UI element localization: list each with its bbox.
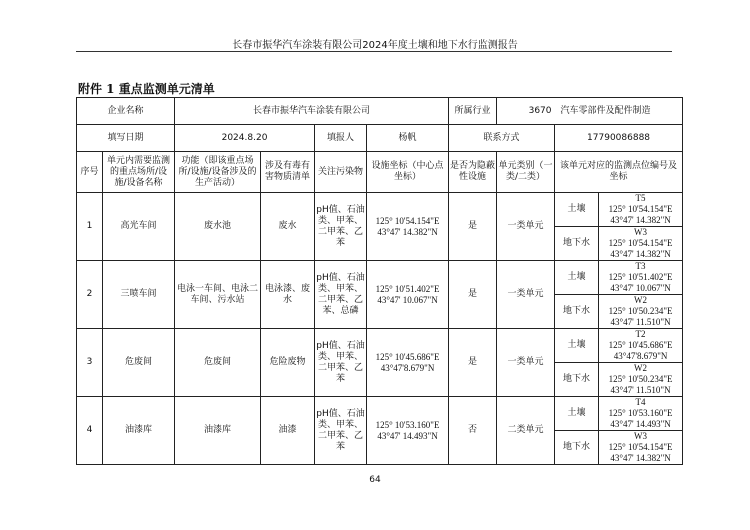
coord-cell: 125° 10'45.686"E 43°47'8.679"N	[367, 329, 449, 397]
category-cell: 一类单元	[497, 193, 555, 261]
col-hidden: 是否为隐蔽性设施	[449, 152, 497, 193]
contact-value: 17790086888	[555, 125, 683, 152]
soil-label: 土壤	[555, 329, 599, 363]
industry-value: 3670 汽车零部件及配件制造	[497, 98, 683, 125]
unit-name-cell: 危废间	[103, 329, 175, 397]
point-lat: 43°47' 11.510"N	[610, 385, 671, 395]
pollutant-cell: pH值、石油类、甲苯、二甲苯、乙苯	[315, 193, 367, 261]
point-lat: 43°47' 14.382"N	[610, 453, 671, 463]
point-id: W2	[634, 363, 648, 373]
company-name: 长春市振华汽车涂装有限公司	[175, 98, 449, 125]
pollutant-cell: pH值、石油类、甲苯、二甲苯、乙苯、总磷	[315, 261, 367, 329]
toxic-cell: 电泳漆、废水	[261, 261, 315, 329]
hidden-cell: 否	[449, 397, 497, 465]
hidden-cell: 是	[449, 329, 497, 397]
toxic-cell: 油漆	[261, 397, 315, 465]
coord-cell: 125° 10'53.160"E 43°47' 14.493"N	[367, 397, 449, 465]
column-header-row	[77, 152, 683, 193]
category-cell: 二类单元	[497, 397, 555, 465]
point-id: W3	[634, 431, 648, 441]
toxic-cell: 废水	[261, 193, 315, 261]
groundwater-point	[599, 431, 683, 465]
point-lat: 43°47'8.679"N	[613, 351, 668, 361]
soil-point	[599, 397, 683, 431]
contact-label: 联系方式	[449, 125, 555, 152]
point-lon: 125° 10'54.154"E	[608, 238, 673, 248]
seq-cell: 3	[77, 329, 103, 397]
groundwater-label: 地下水	[555, 363, 599, 397]
seq-cell: 4	[77, 397, 103, 465]
soil-point	[599, 193, 683, 227]
page-header: 长春市振华汽车涂装有限公司2024年度土壤和地下水行监测报告	[232, 40, 518, 51]
point-lat: 43°47' 14.493"N	[610, 419, 671, 429]
groundwater-label: 地下水	[555, 295, 599, 329]
point-lat: 43°47' 11.510"N	[610, 317, 671, 327]
point-lon: 125° 10'53.160"E	[608, 408, 673, 418]
point-lon: 125° 10'54.154"E	[608, 442, 673, 452]
col-seq: 序号	[77, 152, 103, 193]
unit-name-cell: 油漆库	[103, 397, 175, 465]
col-unit-name: 单元内需要监测的重点场所/设施/设备名称	[103, 152, 175, 193]
page-number: 64	[369, 475, 381, 485]
seq-cell: 1	[77, 193, 103, 261]
function-cell: 油漆库	[175, 397, 261, 465]
coord-cell: 125° 10'51.402"E 43°47' 10.067"N	[367, 261, 449, 329]
table-row	[77, 329, 683, 363]
company-row	[77, 98, 683, 125]
pollutant-cell: pH值、石油类、甲苯、二甲苯、乙苯	[315, 329, 367, 397]
date-value: 2024.8.20	[175, 125, 315, 152]
function-cell: 废水池	[175, 193, 261, 261]
hidden-cell: 是	[449, 193, 497, 261]
unit-name-cell: 高光车间	[103, 193, 175, 261]
category-cell: 一类单元	[497, 329, 555, 397]
point-lon: 125° 10'45.686"E	[608, 340, 673, 350]
fill-info-row	[77, 125, 683, 152]
groundwater-point	[599, 363, 683, 397]
date-label: 填写日期	[77, 125, 175, 152]
point-lon: 125° 10'54.154"E	[608, 204, 673, 214]
point-id: T2	[635, 329, 646, 339]
point-lon: 125° 10'50.234"E	[608, 306, 673, 316]
seq-cell: 2	[77, 261, 103, 329]
toxic-cell: 危险废物	[261, 329, 315, 397]
coord-cell: 125° 10'54.154"E 43°47' 14.382"N	[367, 193, 449, 261]
col-pollutant: 关注污染物	[315, 152, 367, 193]
company-label: 企业名称	[77, 98, 175, 125]
soil-label: 土壤	[555, 193, 599, 227]
unit-name-cell: 三喷车间	[103, 261, 175, 329]
groundwater-label: 地下水	[555, 227, 599, 261]
point-id: T3	[635, 261, 646, 271]
col-coord: 设施坐标（中心点坐标）	[367, 152, 449, 193]
function-cell: 危废间	[175, 329, 261, 397]
industry-label: 所属行业	[449, 98, 497, 125]
table-row	[77, 193, 683, 227]
col-category: 单元类别（一类/二类）	[497, 152, 555, 193]
soil-label: 土壤	[555, 261, 599, 295]
col-points: 该单元对应的监测点位编号及坐标	[555, 152, 683, 193]
soil-point	[599, 261, 683, 295]
table-row	[77, 397, 683, 431]
soil-point	[599, 329, 683, 363]
point-lat: 43°47' 14.382"N	[610, 215, 671, 225]
groundwater-label: 地下水	[555, 431, 599, 465]
groundwater-point	[599, 227, 683, 261]
point-lat: 43°47' 10.067"N	[610, 283, 671, 293]
point-lon: 125° 10'50.234"E	[608, 374, 673, 384]
header-divider	[76, 51, 672, 52]
monitoring-unit-table	[76, 97, 683, 465]
function-cell: 电泳一车间、电泳二车间、污水站	[175, 261, 261, 329]
appendix-title: 附件 1 重点监测单元清单	[78, 82, 215, 96]
point-id: W2	[634, 295, 648, 305]
col-function: 功能（即该重点场所/设施/设备涉及的生产活动）	[175, 152, 261, 193]
point-lon: 125° 10'51.402"E	[608, 272, 673, 282]
point-lat: 43°47' 14.382"N	[610, 249, 671, 259]
reporter-value: 杨帆	[367, 125, 449, 152]
col-toxic: 涉及有毒有害物质清单	[261, 152, 315, 193]
soil-label: 土壤	[555, 397, 599, 431]
pollutant-cell: pH值、石油类、甲苯、二甲苯、乙苯	[315, 397, 367, 465]
reporter-label: 填报人	[315, 125, 367, 152]
category-cell: 一类单元	[497, 261, 555, 329]
point-id: W3	[634, 227, 648, 237]
table-row	[77, 261, 683, 295]
groundwater-point	[599, 295, 683, 329]
hidden-cell: 是	[449, 261, 497, 329]
point-id: T4	[635, 397, 646, 407]
point-id: T5	[635, 193, 646, 203]
